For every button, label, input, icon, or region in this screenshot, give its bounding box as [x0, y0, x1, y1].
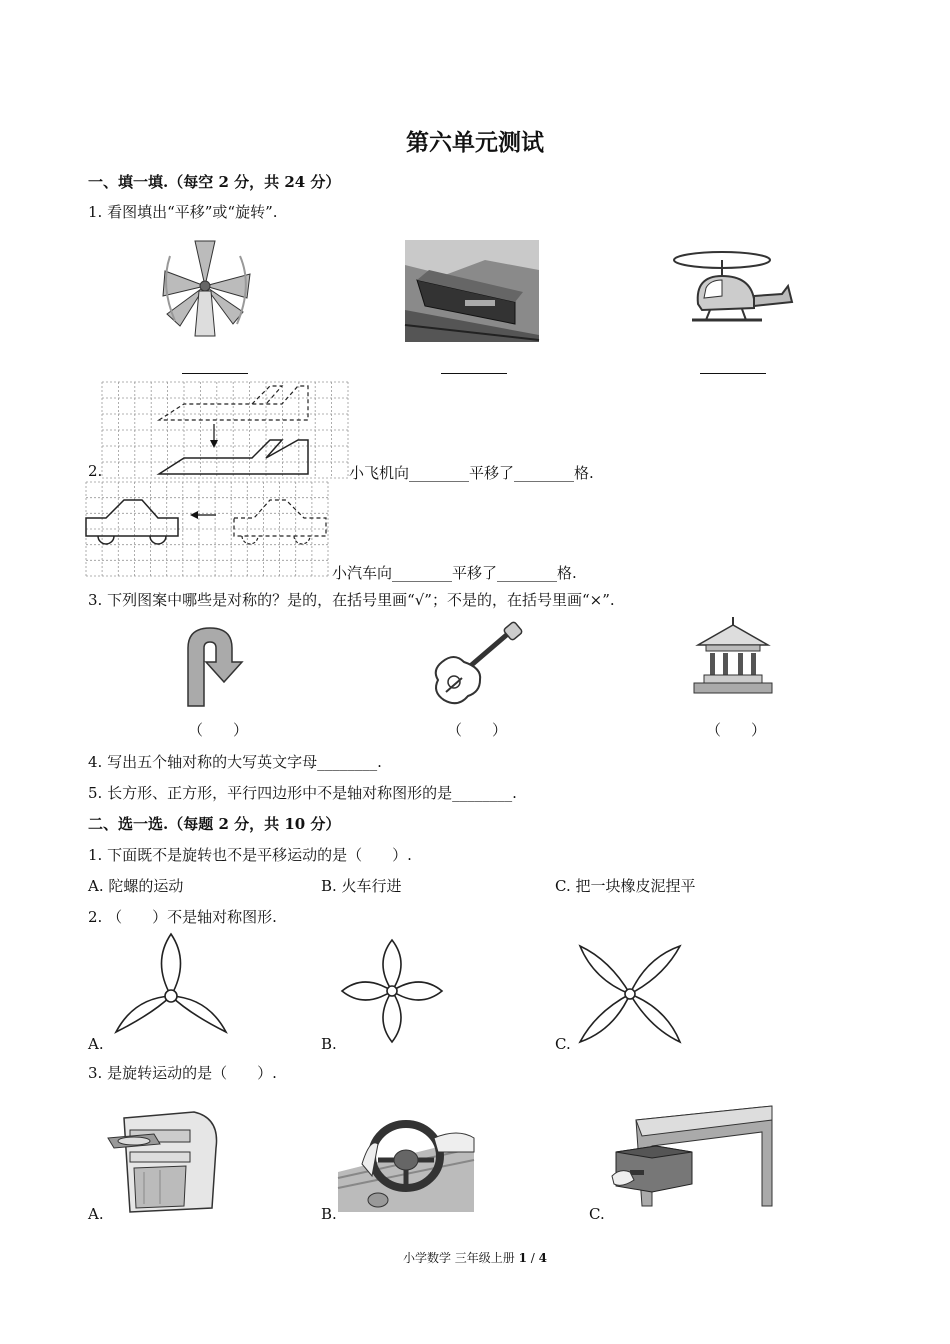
question-2-number: 2. [88, 462, 103, 480]
choice-question-1-text: 1. 下面既不是旋转也不是平移运动的是（ ）. [88, 846, 412, 864]
computer-disc-image [104, 1108, 222, 1214]
pavilion-image [690, 617, 776, 699]
choice-1-option-b[interactable]: B. 火车行进 [321, 877, 402, 895]
answer-paren-3[interactable]: （ ） [706, 721, 767, 739]
choice-2-option-b[interactable]: B. [321, 1035, 337, 1053]
answer-blank-3[interactable] [700, 373, 766, 374]
helicopter-image [670, 244, 794, 334]
four-petal-figure [340, 938, 444, 1044]
footer-text: 小学数学 三年级上册 [402, 1251, 515, 1265]
train-image [405, 240, 539, 342]
question-4-text: 4. 写出五个轴对称的大写英文字母________. [88, 753, 382, 771]
choice-1-option-a[interactable]: A. 陀螺的运动 [88, 877, 184, 895]
drawer-image [612, 1106, 772, 1210]
question-5-text: 5. 长方形、正方形，平行四边形中不是轴对称图形的是________. [88, 784, 517, 802]
choice-question-3-text: 3. 是旋转运动的是（ ）. [88, 1064, 277, 1082]
choice-2-option-c[interactable]: C. [555, 1035, 571, 1053]
three-petal-figure [112, 932, 230, 1036]
section-heading-choose: 二、选一选.（每题 2 分，共 10 分） [88, 815, 341, 833]
page-footer [0, 1249, 950, 1266]
plane-translation-question: 小飞机向________平移了________格. [349, 464, 594, 482]
answer-blank-2[interactable] [441, 373, 507, 374]
choice-question-2-text: 2. （ ）不是轴对称图形. [88, 908, 277, 926]
answer-paren-1[interactable]: （ ） [188, 721, 249, 739]
choice-3-option-b[interactable]: B. [321, 1205, 337, 1223]
choice-1-option-c[interactable]: C. 把一块橡皮泥捏平 [555, 877, 696, 895]
guitar-image [428, 622, 522, 706]
answer-blank-1[interactable] [182, 373, 248, 374]
u-turn-arrow-image [180, 626, 246, 708]
footer-separator: / [526, 1251, 539, 1265]
choice-3-option-a[interactable]: A. [88, 1205, 104, 1223]
question-3-text: 3. 下列图案中哪些是对称的？是的，在括号里画“√”；不是的，在括号里画“×”. [88, 591, 615, 609]
car-translation-question: 小汽车向________平移了________格. [332, 564, 577, 582]
windmill-image [155, 236, 255, 346]
section-heading-fill: 一、填一填.（每空 2 分，共 24 分） [88, 173, 341, 191]
steering-wheel-image [338, 1108, 474, 1212]
page-title: 第六单元测试 [406, 129, 544, 156]
choice-2-option-a[interactable]: A. [88, 1035, 104, 1053]
plane-grid [102, 382, 348, 478]
car-grid [86, 482, 328, 576]
footer-page-number: 1 [518, 1251, 527, 1265]
footer-total-pages: 4 [538, 1251, 548, 1265]
question-1-text: 1. 看图填出“平移”或“旋转”. [88, 203, 278, 221]
pinwheel-figure [576, 940, 684, 1048]
answer-paren-2[interactable]: （ ） [447, 721, 508, 739]
choice-3-option-c[interactable]: C. [589, 1205, 605, 1223]
